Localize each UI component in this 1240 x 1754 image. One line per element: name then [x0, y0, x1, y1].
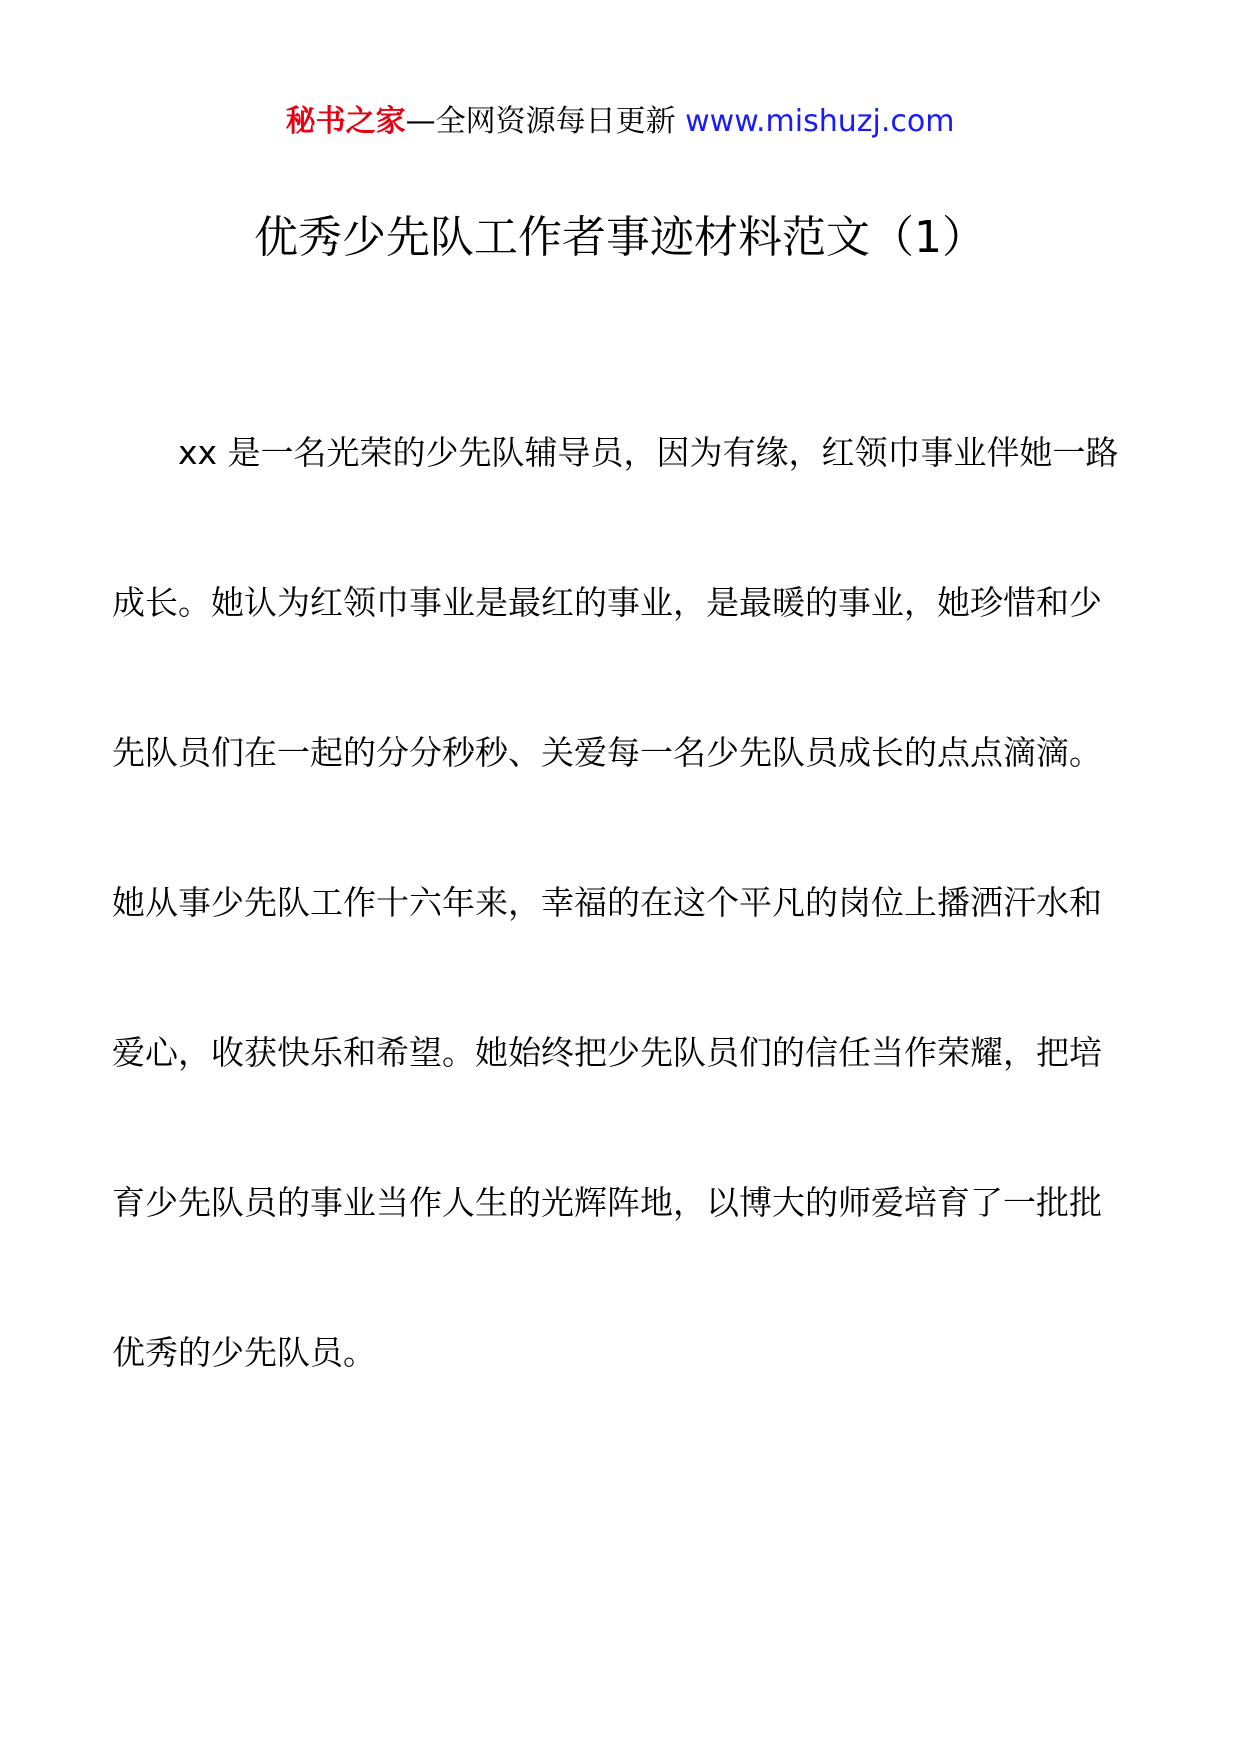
- body-line: 她从事少先队工作十六年来，幸福的在这个平凡的岗位上播洒汗水和: [112, 883, 1102, 922]
- brand-name: 秘书之家: [285, 104, 406, 139]
- body-line: 优秀的少先队员。: [112, 1333, 376, 1372]
- body-line: 育少先队员的事业当作人生的光辉阵地，以博大的师爱培育了一批批: [112, 1183, 1102, 1222]
- body-line: 先队员们在一起的分分秒秒、关爱每一名少先队员成长的点点滴滴。: [112, 733, 1102, 772]
- document-title: 优秀少先队工作者事迹材料范文（1）: [254, 212, 986, 263]
- body-line: 爱心，收获快乐和希望。她始终把少先队员们的信任当作荣耀，把培: [112, 1033, 1102, 1072]
- body-line: xx 是一名光荣的少先队辅导员，因为有缘，红领巾事业伴她一路: [178, 433, 1119, 472]
- body-line: 成长。她认为红领巾事业是最红的事业，是最暖的事业，她珍惜和少: [112, 583, 1102, 622]
- document-body: [112, 378, 1132, 1428]
- header-slogan: —全网资源每日更新: [405, 104, 676, 139]
- site-url-link[interactable]: www.mishuzj.com: [685, 104, 955, 139]
- site-header: [0, 100, 1240, 144]
